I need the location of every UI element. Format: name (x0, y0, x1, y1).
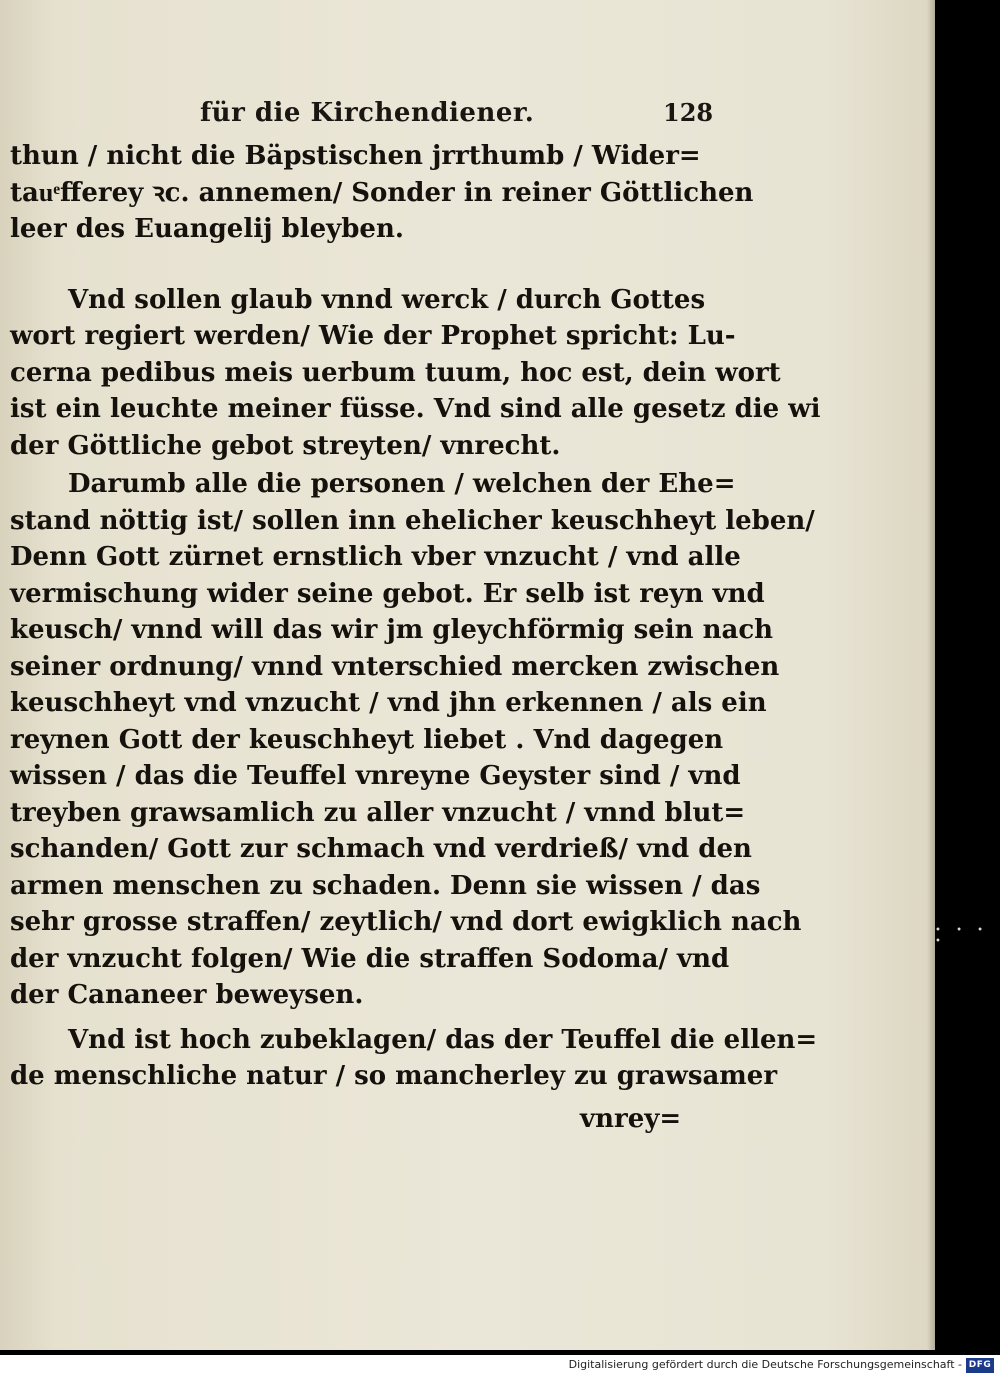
text-line: schanden/ Gott zur schmach vnd verdrieß/ vnd den (10, 834, 752, 864)
text-line: de menschliche natur / so mancherley zu grawsamer (10, 1061, 778, 1091)
text-line: armen menschen zu schaden. Denn sie wissen / das (10, 870, 761, 901)
page-edge-dots: • • • • (935, 925, 990, 947)
text-line: stand nöttig ist/ sollen inn ehelicher keuschheyt leben/ (10, 505, 815, 536)
text-line: Darumb alle die personen / welchen der Ehe= (68, 469, 736, 499)
text-line: der vnzucht folgen/ Wie die straffen Sodoma/ vnd (10, 943, 730, 974)
catchword: vnrey= (580, 1104, 682, 1134)
funding-credit: Digitalisierung gefördert durch die Deutsche Forschungsgemeinschaft - (568, 1358, 962, 1371)
running-head: für die Kirchendiener. (200, 98, 535, 128)
text-line: vermischung wider seine gebot. Er selb ist reyn vnd (10, 578, 765, 609)
text-line: reynen Gott der keuschheyt liebet . Vnd dagegen (10, 724, 724, 755)
text-line: sehr grosse straffen/ zeytlich/ vnd dort ewigklich nach (10, 907, 802, 937)
text-line: ist ein leuchte meiner füsse. Vnd sind alle gesetz die wi (10, 394, 821, 424)
text-line: leer des Euangelij bleyben. (10, 214, 404, 244)
dfg-logo: DFG (966, 1358, 994, 1373)
text-line: Vnd ist hoch zubeklagen/ das der Teuffel die ellen= (68, 1024, 818, 1055)
body-text (10, 138, 821, 1095)
text-line: Denn Gott zürnet ernstlich vber vnzucht / vnd alle (10, 542, 741, 572)
text-line: cerna pedibus meis uerbum tuum, hoc est, dein wort (10, 357, 781, 388)
text-line: keusch/ vnnd will das wir jm gleychförmig sein nach (10, 615, 774, 645)
text-line: seiner ordnung/ vnnd vnterschied mercken zwischen (10, 651, 780, 682)
text-line: keuschheyt vnd vnzucht / vnd jhn erkennen / als ein (10, 688, 767, 718)
text-line: thun / nicht die Bäpstischen jrrthumb / Wider= (10, 141, 701, 171)
text-line: tauͤfferey ꝛc. annemen/ Sonder in reiner Göttlichen (10, 177, 754, 208)
text-line: wissen / das die Teuffel vnreyne Geyster sind / vnd (10, 761, 741, 791)
text-line: treyben grawsamlich zu aller vnzucht / vnnd blut= (10, 797, 746, 828)
text-line: wort regiert werden/ Wie der Prophet spricht: Lu- (10, 321, 736, 351)
text-line: der Cananeer beweysen. (10, 980, 364, 1010)
text-line: Vnd sollen glaub vnnd werck / durch Gottes (68, 284, 706, 315)
page-number: 128 (663, 98, 714, 127)
text-line: der Göttliche gebot streyten/ vnrecht. (10, 430, 561, 461)
